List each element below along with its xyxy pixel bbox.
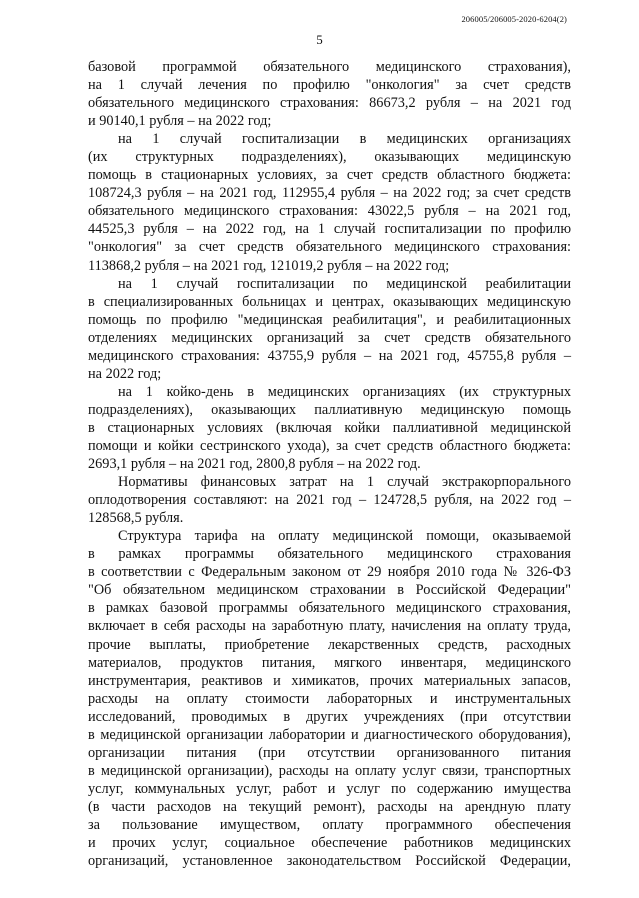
text-line: инструментария, реактивов и химикатов, прочих материальных запасов, bbox=[88, 672, 571, 689]
text-line: 113868,2 рубля – на 2021 год, 121019,2 рубля – на 2022 год; bbox=[88, 257, 450, 274]
text-line: 108724,3 рубля – на 2021 год, 112955,4 рубля – на 2022 год; за счет средств bbox=[88, 185, 571, 202]
text-line: материалов, продуктов питания, мягкого инвентаря, медицинского bbox=[88, 654, 571, 671]
text-line: базовой программой обязательного медицинского страхования), bbox=[88, 59, 571, 75]
text-line: оплодотворения составляют: на 2021 год – 124728,5 рубля, на 2022 год – bbox=[88, 492, 571, 509]
text-line: в стационарных условиях (включая койки паллиативной медицинской bbox=[88, 419, 571, 436]
text-line: и 90140,1 рубля – на 2022 год; bbox=[88, 113, 272, 130]
text-line: в специализированных больницах и центрах, оказывающих медицинскую bbox=[88, 293, 571, 310]
text-line: 128568,5 рубля. bbox=[88, 510, 184, 527]
text-line: исследований, проводимых в других учреждениях (при отсутствии bbox=[88, 708, 571, 725]
text-line: прочие выплаты, приобретение лекарственных средств, расходных bbox=[88, 636, 571, 653]
text-line: организации питания (при отсутствии организованного питания bbox=[88, 744, 571, 761]
document-body bbox=[88, 58, 571, 870]
text-line: 2693,1 рубля – на 2021 год, 2800,8 рубля – на 2022 год. bbox=[88, 456, 421, 473]
text-line: в медицинской организации лаборатории и диагностического оборудования), bbox=[88, 726, 571, 743]
text-line: (их структурных подразделениях), оказывающих медицинскую bbox=[88, 149, 571, 166]
text-line: помощь по профилю "медицинская реабилитация", и реабилитационных bbox=[88, 311, 571, 328]
text-line: и прочих услуг, социальное обеспечение работников медицинских bbox=[88, 835, 571, 852]
text-line: услуг, коммунальных услуг, работ и услуг по содержанию имущества bbox=[88, 780, 571, 797]
text-line: обязательного медицинского страхования: 43022,5 рубля – на 2021 год, bbox=[88, 203, 571, 220]
text-line: обязательного медицинского страхования: 86673,2 рубля – на 2021 год bbox=[88, 95, 571, 112]
text-line: отделениях медицинских организаций за счет средств обязательного bbox=[88, 329, 571, 346]
text-line: включает в себя расходы на заработную плату, начисления на оплату труда, bbox=[88, 618, 571, 635]
text-line: Структура тарифа на оплату медицинской помощи, оказываемой bbox=[118, 528, 571, 545]
text-line: подразделениях), оказывающих паллиативную медицинскую помощь bbox=[88, 401, 571, 418]
text-line: в соответствии с Федеральным законом от 29 ноября 2010 года № 326-ФЗ bbox=[88, 564, 571, 581]
text-line: расходы на оплату стоимости лабораторных и инструментальных bbox=[88, 690, 571, 707]
text-line: в рамках программы обязательного медицинского страхования bbox=[88, 546, 571, 563]
text-line: на 1 койко-день в медицинских организациях (их структурных bbox=[118, 383, 571, 400]
text-line: помощи и койки сестринского ухода), за счет средств областного бюджета: bbox=[88, 437, 571, 454]
text-line: в медицинской организации), расходы на оплату услуг связи, транспортных bbox=[88, 762, 571, 779]
page-number: 5 bbox=[316, 32, 323, 47]
text-line: помощь в стационарных условиях, за счет средств областного бюджета: bbox=[88, 167, 571, 184]
text-line: на 2022 год; bbox=[88, 365, 162, 382]
text-line: на 1 случай госпитализации по медицинской реабилитации bbox=[118, 275, 571, 292]
text-line: "онкология" за счет средств обязательного медицинского страхования: bbox=[88, 239, 571, 256]
text-line: на 1 случай госпитализации в медицинских организациях bbox=[118, 131, 571, 148]
text-line: за пользование имуществом, оплату программного обеспечения bbox=[88, 816, 571, 833]
text-line: организаций, установленное законодательством Российской Федерации, bbox=[88, 853, 571, 870]
text-line: медицинского страхования: 43755,9 рубля – на 2021 год, 45755,8 рубля – bbox=[88, 347, 571, 364]
document-id: 206005/206005-2020-6204(2) bbox=[461, 14, 567, 24]
text-line: 44525,3 рубля – на 2022 год, на 1 случай госпитализации по профилю bbox=[88, 221, 571, 238]
text-line: (в части расходов на текущий ремонт), расходы на арендную плату bbox=[88, 798, 571, 815]
text-line: "Об обязательном медицинском страховании в Российской Федерации" bbox=[88, 582, 571, 599]
text-line: Нормативы финансовых затрат на 1 случай экстракорпорального bbox=[118, 474, 571, 491]
text-line: в рамках базовой программы обязательного медицинского страхования, bbox=[88, 600, 571, 617]
text-line: на 1 случай лечения по профилю "онкология" за счет средств bbox=[88, 77, 571, 94]
